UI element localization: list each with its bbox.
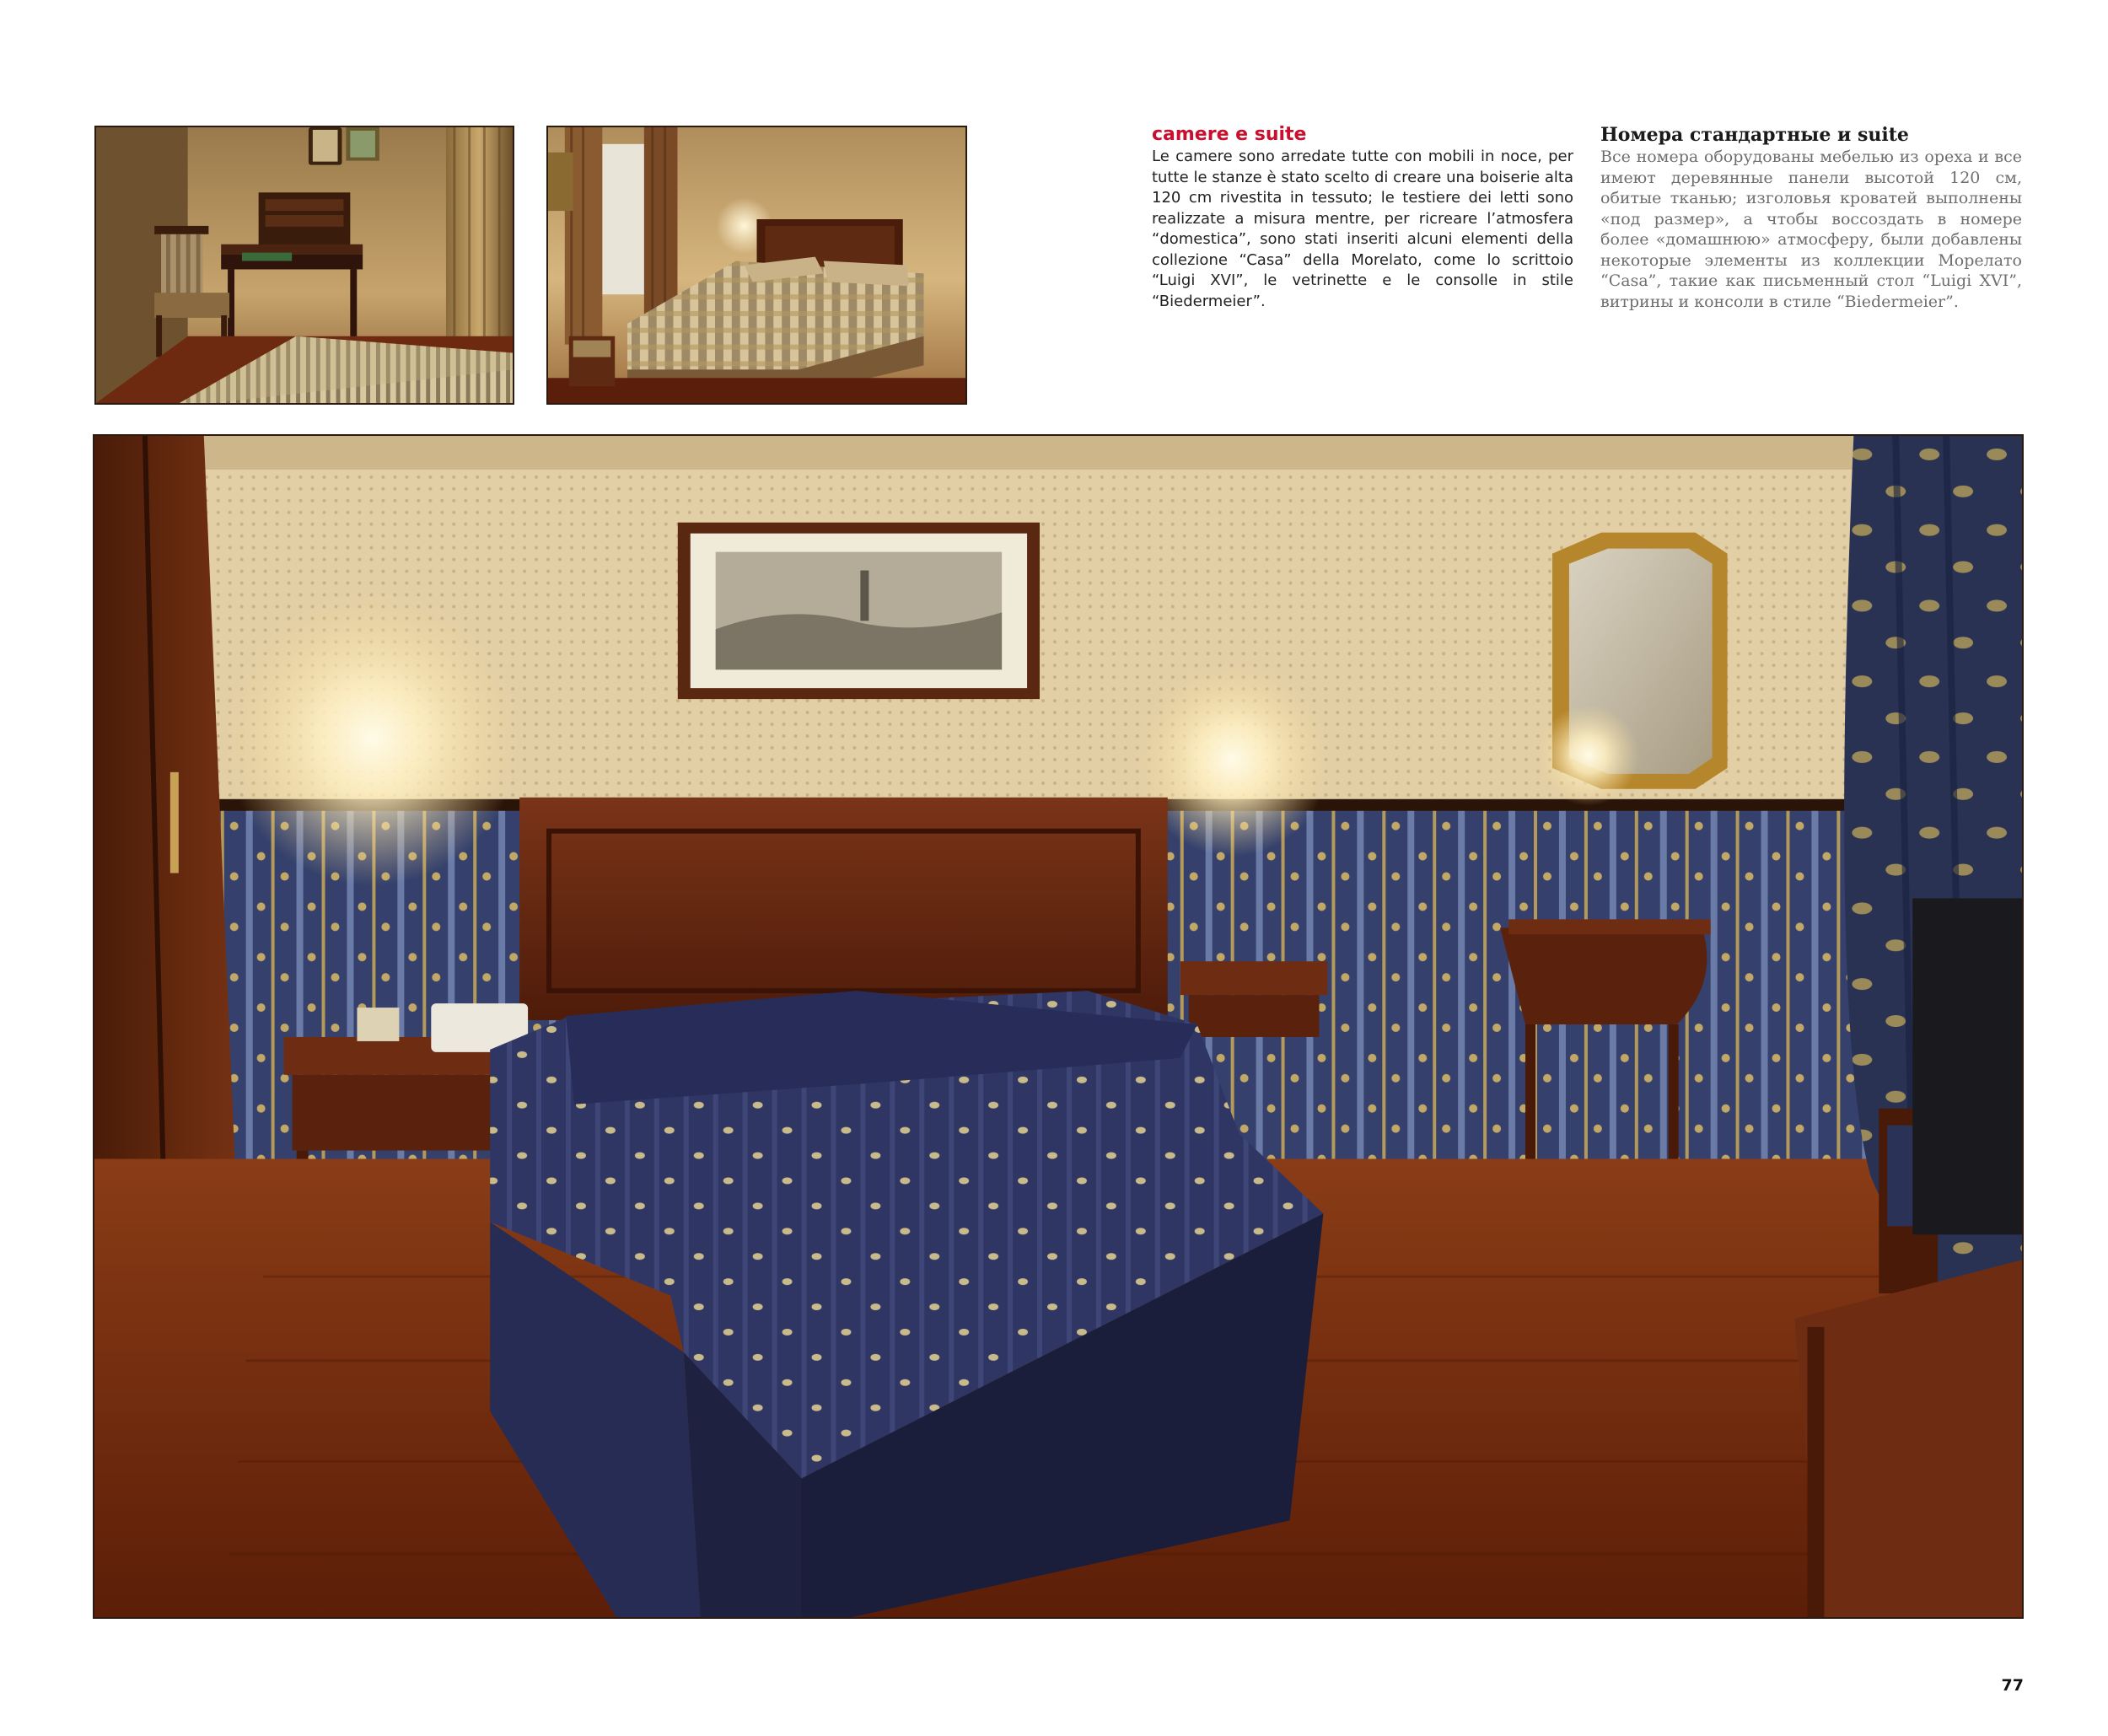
italian-text-column — [1152, 123, 1573, 312]
room-desk-illustration — [96, 127, 513, 403]
room-twin-beds-illustration — [548, 127, 965, 403]
page-number: 77 — [2001, 1676, 2024, 1695]
main-room-photo — [93, 434, 2024, 1619]
russian-text-column — [1600, 123, 2022, 312]
thumbnail-room-twin-beds — [546, 126, 967, 405]
italian-heading: camere e suite — [1152, 124, 1307, 145]
bedroom-illustration — [94, 436, 2022, 1617]
russian-heading: Номера стандартные и suite — [1600, 124, 1909, 146]
russian-paragraph: Все номера оборудованы мебелью из ореха и все имеют деревянные панели высотой 120 см, обитые тканью; изголовья кроватей выполнены «под размер», а чтобы воссоздать в номере более «домашнюю» атмосферу, были добавлены некоторые элементы из коллекции Морелато “Casa”, такие как письменный стол “Luigi XVI”, витрины и консоли в стиле “Biedermeier”. — [1600, 148, 2022, 311]
italian-paragraph: Le camere sono arredate tutte con mobili in noce, per tutte le stanze è stato scelto di creare una boiserie alta 120 cm rivestita in tessuto; le testiere dei letti sono realizzate a misura mentre, per ricreare l’atmosfera “domestica”, sono stati inseriti alcuni elementi della collezione “Casa” della Morelato, come lo scrittoio “Luigi XVI”, le vetrinette e le consolle in stile “Biedermeier”. — [1152, 148, 1573, 310]
thumbnail-room-desk — [94, 126, 514, 405]
